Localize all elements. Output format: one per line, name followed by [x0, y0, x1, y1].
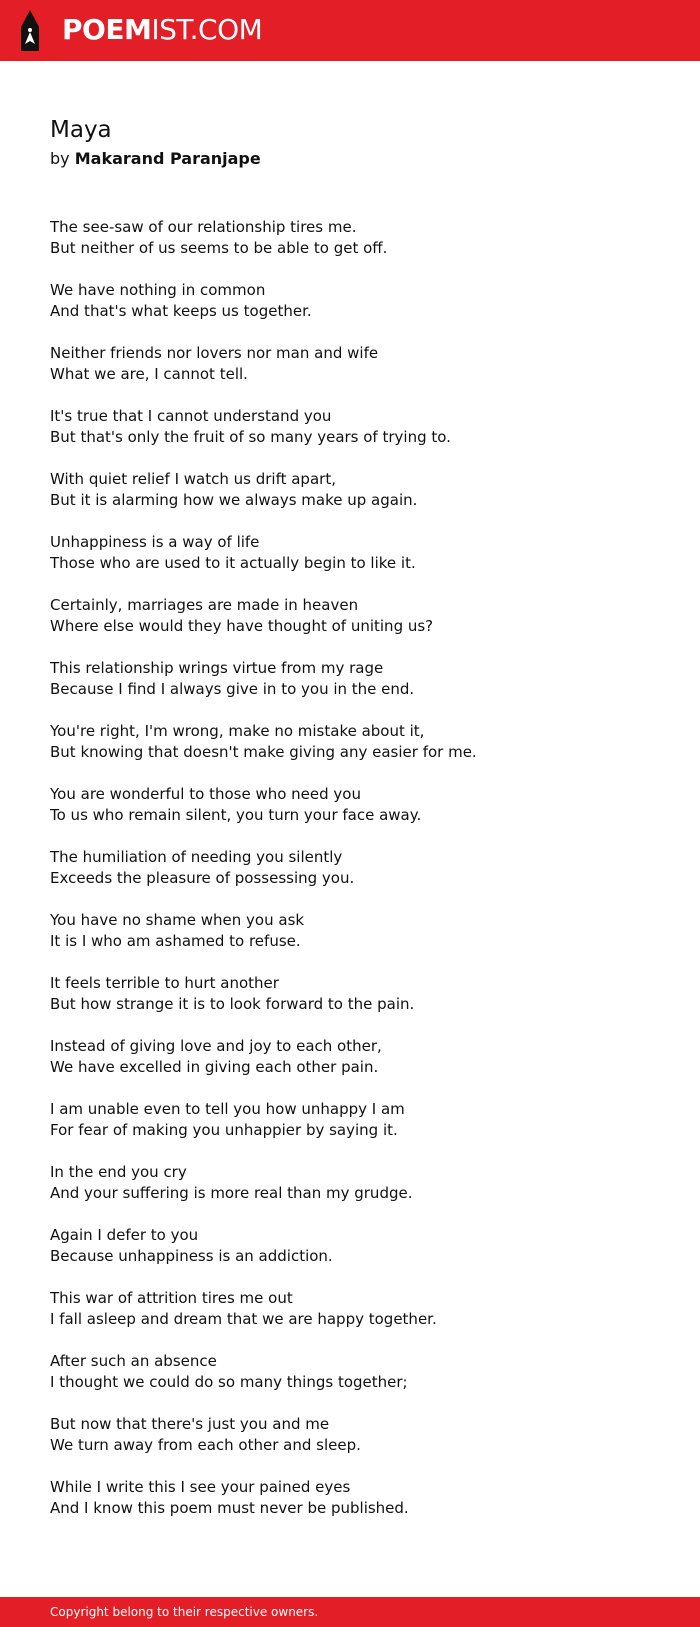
poem-line: The see-saw of our relationship tires me.: [50, 218, 357, 236]
poem-stanza: [50, 1225, 670, 1267]
poem-stanza: [50, 532, 670, 574]
poem-stanza: [50, 1036, 670, 1078]
site-logo[interactable]: [62, 11, 262, 49]
poem-line: It is I who am ashamed to refuse.: [50, 932, 301, 950]
poem-line: But knowing that doesn't make giving any easier for me.: [50, 743, 477, 761]
poem-line: And your suffering is more real than my grudge.: [50, 1184, 413, 1202]
poem-stanza: [50, 658, 670, 700]
poem-stanza: [50, 1162, 670, 1204]
poem-line: While I write this I see your pained eyes: [50, 1478, 351, 1496]
by-label: by: [50, 149, 70, 168]
poem-line: And I know this poem must never be published.: [50, 1499, 409, 1517]
poem-line: But how strange it is to look forward to the pain.: [50, 995, 415, 1013]
poem-line: It's true that I cannot understand you: [50, 407, 332, 425]
poem-stanza: [50, 973, 670, 1015]
poem-line: Those who are used to it actually begin to like it.: [50, 554, 416, 572]
poem-line: But it is alarming how we always make up again.: [50, 491, 418, 509]
poem-line: I thought we could do so many things together;: [50, 1373, 408, 1391]
poem-line: After such an absence: [50, 1352, 217, 1370]
poem-line: Because I find I always give in to you in the end.: [50, 680, 415, 698]
poem-line: You're right, I'm wrong, make no mistake about it,: [50, 722, 425, 740]
poem-stanza: [50, 406, 670, 448]
poem-stanza: [50, 784, 670, 826]
poem-line: But now that there's just you and me: [50, 1415, 330, 1433]
poem-line: Exceeds the pleasure of possessing you.: [50, 869, 355, 887]
poem-line: But neither of us seems to be able to get off.: [50, 239, 388, 257]
poem-stanza: [50, 1099, 670, 1141]
poem-line: We turn away from each other and sleep.: [50, 1436, 361, 1454]
poem-line: And that's what keeps us together.: [50, 302, 312, 320]
site-footer: [0, 1597, 700, 1627]
poem-stanza: [50, 1477, 670, 1519]
poem-line: We have excelled in giving each other pain.: [50, 1058, 379, 1076]
poem-title: Maya: [50, 117, 112, 143]
poem-line: In the end you cry: [50, 1163, 187, 1181]
logo-light-part: IST.COM: [151, 13, 263, 46]
poem-line: Unhappiness is a way of life: [50, 533, 260, 551]
poem-line: Again I defer to you: [50, 1226, 199, 1244]
poem-line: Because unhappiness is an addiction.: [50, 1247, 333, 1265]
poem-stanza: [50, 721, 670, 763]
poem-line: With quiet relief I watch us drift apart,: [50, 470, 336, 488]
poem-line: The humiliation of needing you silently: [50, 848, 343, 866]
poem-line: I fall asleep and dream that we are happy together.: [50, 1310, 437, 1328]
poem-line: But that's only the fruit of so many years of trying to.: [50, 428, 451, 446]
poem-stanza: [50, 595, 670, 637]
poem-line: This relationship wrings virtue from my rage: [50, 659, 384, 677]
poem-stanza: [50, 280, 670, 322]
poem-line: You are wonderful to those who need you: [50, 785, 361, 803]
poem-line: Certainly, marriages are made in heaven: [50, 596, 359, 614]
copyright-text: Copyright belong to their respective owners.: [50, 1605, 319, 1619]
site-header: [0, 0, 700, 61]
pen-nib-icon[interactable]: [18, 10, 42, 51]
poem-line: To us who remain silent, you turn your face away.: [50, 806, 422, 824]
poem-line: This war of attrition tires me out: [50, 1289, 293, 1307]
poem-stanza: [50, 1288, 670, 1330]
logo-bold-part: POEM: [62, 13, 152, 46]
poem-line: I am unable even to tell you how unhappy I am: [50, 1100, 405, 1118]
poem-body: [50, 217, 670, 1540]
poem-line: It feels terrible to hurt another: [50, 974, 279, 992]
poem-line: We have nothing in common: [50, 281, 266, 299]
poem-byline: [50, 147, 261, 171]
poem-stanza: [50, 469, 670, 511]
poem-line: For fear of making you unhappier by saying it.: [50, 1121, 398, 1139]
poem-stanza: [50, 1351, 670, 1393]
poem-stanza: [50, 910, 670, 952]
poem-stanza: [50, 217, 670, 259]
poem-stanza: [50, 343, 670, 385]
author-name: Makarand Paranjape: [74, 149, 261, 168]
poem-stanza: [50, 1414, 670, 1456]
poem-line: Neither friends nor lovers nor man and wife: [50, 344, 379, 362]
poem-line: Instead of giving love and joy to each other,: [50, 1037, 382, 1055]
poem-line: What we are, I cannot tell.: [50, 365, 248, 383]
poem-line: Where else would they have thought of uniting us?: [50, 617, 434, 635]
poem-stanza: [50, 847, 670, 889]
poem-line: You have no shame when you ask: [50, 911, 305, 929]
